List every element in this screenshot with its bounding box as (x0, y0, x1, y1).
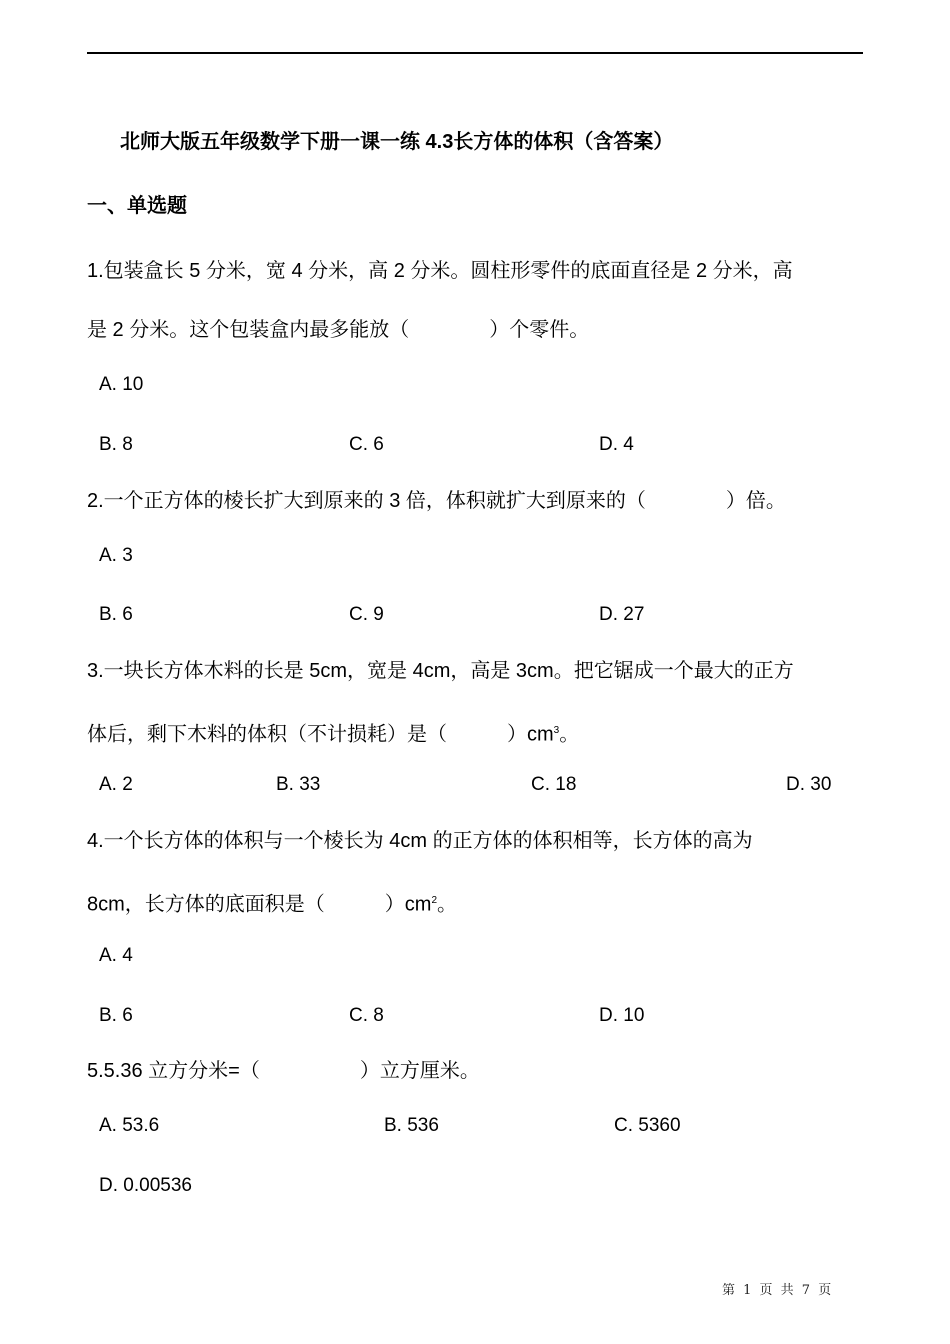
question-text: 4.一个长方体的体积与一个棱长为 4cm 的正方体的体积相等，长方体的高为 (87, 830, 753, 852)
option-c: C. 18 (531, 774, 577, 795)
option-d: D. 10 (599, 1005, 645, 1026)
question-text: 体后，剩下木料的体积（不计损耗）是（ ）$cm^3$。 (87, 723, 580, 746)
question-text: 8cm，长方体的底面积是（ ）$cm^2$。 (87, 893, 458, 916)
option-a: A. 2 (99, 774, 133, 795)
option-b: B. 8 (99, 434, 133, 455)
option-c: C. 9 (349, 604, 384, 625)
header-rule (87, 52, 863, 54)
section-heading: 一、单选题 (87, 195, 187, 217)
document-title: 北师大版五年级数学下册一课一练 4.3长方体的体积（含答案） (120, 131, 674, 153)
option-a: A. 4 (99, 945, 133, 966)
option-b: B. 6 (99, 1005, 133, 1026)
option-d: D. 4 (599, 434, 634, 455)
option-b: B. 6 (99, 604, 133, 625)
option-b: B. 33 (276, 774, 321, 795)
option-a: A. 10 (99, 374, 144, 395)
option-c: C. 8 (349, 1005, 384, 1026)
page-number: 第 1 页 共 7 页 (722, 1283, 834, 1298)
option-a: A. 53.6 (99, 1115, 160, 1136)
question-text: 5.5.36 立方分米=（ ）立方厘米。 (87, 1060, 480, 1082)
question-text: 2.一个正方体的棱长扩大到原来的 3 倍，体积就扩大到原来的（ ）倍。 (87, 490, 786, 512)
option-b: B. 536 (384, 1115, 439, 1136)
option-d: D. 30 (786, 774, 832, 795)
option-c: C. 5360 (614, 1115, 681, 1136)
option-d: D. 27 (599, 604, 645, 625)
option-d: D. 0.00536 (99, 1175, 192, 1196)
question-text: 1.包装盒长 5 分米，宽 4 分米，高 2 分米。圆柱形零件的底面直径是 2 分米，高 (87, 260, 793, 282)
question-text: 3.一块长方体木料的长是 5cm，宽是 4cm，高是 3cm。把它锯成一个最大的正方 (87, 660, 794, 682)
question-text: 是 2 分米。这个包装盒内最多能放（ ）个零件。 (87, 319, 590, 341)
option-a: A. 3 (99, 545, 133, 566)
option-c: C. 6 (349, 434, 384, 455)
